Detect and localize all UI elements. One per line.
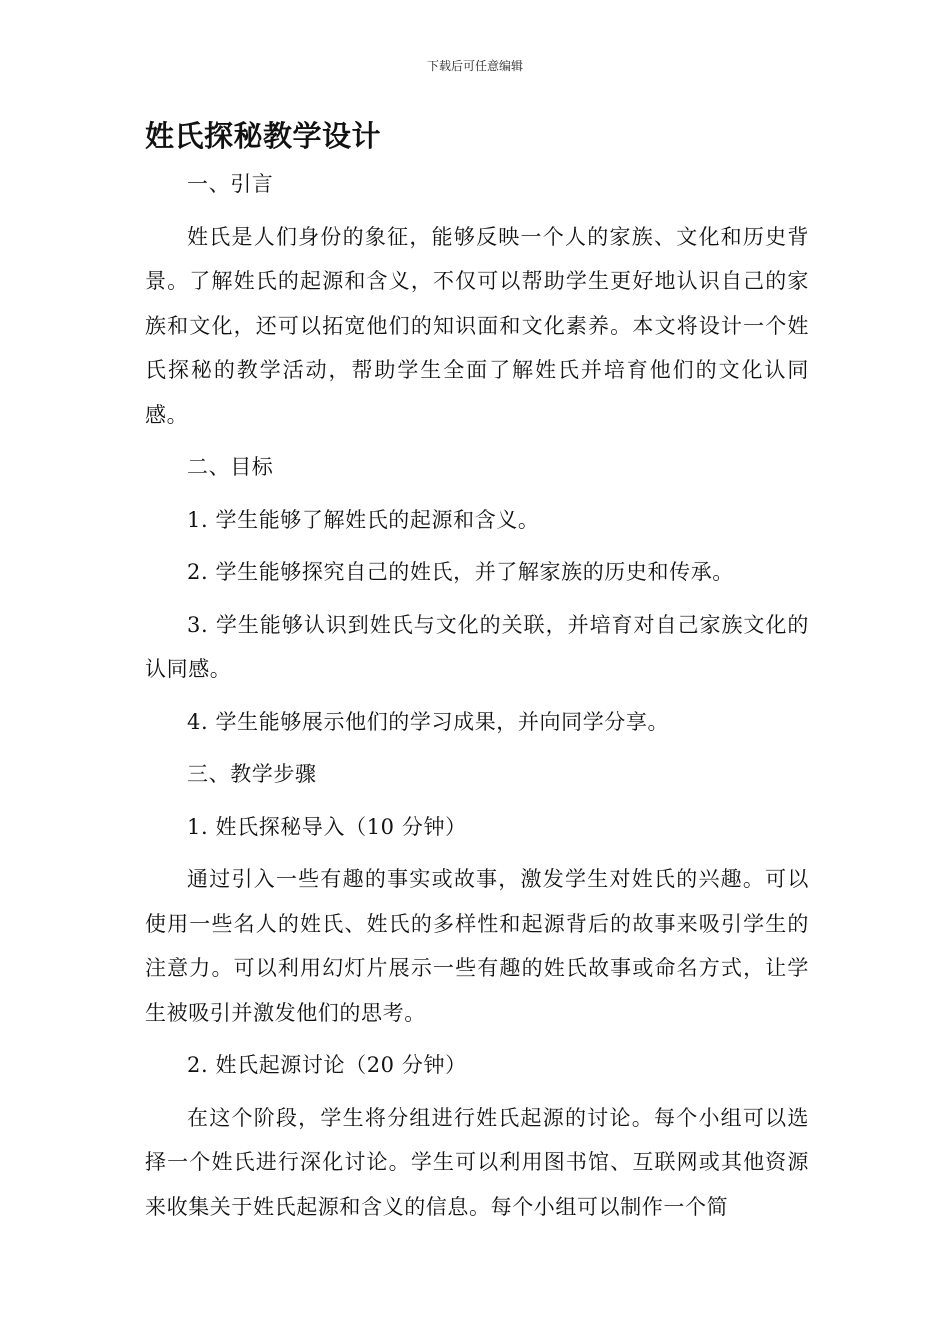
goal-item-1: 1. 学生能够了解姓氏的起源和含义。 [187,507,540,532]
paragraph-intro: 姓氏是人们身份的象征，能够反映一个人的家族、文化和历史背景。了解姓氏的起源和含义，不仅可以帮助学生更好地认识自己的家族和文化，还可以拓宽他们的知识面和文化素养。本文将设计一个姓氏探秘的教学活动，帮助学生全面了解姓氏并培育他们的文化认同感。 [145,224,809,427]
goal-item-2: 2. 学生能够探究自己的姓氏，并了解家族的历史和传承。 [187,560,734,584]
document-title: 姓氏探秘教学设计 [145,119,382,153]
section-heading-steps: 三、教学步骤 [187,762,317,786]
goal-item-4: 4. 学生能够展示他们的学习成果，并向同学分享。 [187,709,670,734]
document-body [145,110,809,1237]
step-paragraph-1: 通过引入一些有趣的事实或故事，激发学生对姓氏的兴趣。可以使用一些名人的姓氏、姓氏的多样性和起源背后的故事来吸引学生的注意力。可以利用幻灯片展示一些有趣的姓氏故事或命名方式，让学生被吸引并激发他们的思考。 [145,867,809,1025]
goal-item-3: 3. 学生能够认识到姓氏与文化的关联，并培育对自己家族文化的认同感。 [145,612,809,681]
step-heading-2: 2. 姓氏起源讨论（20 分钟） [187,1053,467,1077]
section-heading-goals: 二、目标 [187,455,274,479]
page-header-note: 下载后可任意编辑 [426,59,523,73]
step-paragraph-2: 在这个阶段，学生将分组进行姓氏起源的讨论。每个小组可以选择一个姓氏进行深化讨论。学生可以利用图书馆、互联网或其他资源来收集关于姓氏起源和含义的信息。每个小组可以制作一个简 [145,1105,809,1219]
step-heading-1: 1. 姓氏探秘导入（10 分钟） [187,814,467,839]
section-heading-intro: 一、引言 [187,172,274,196]
